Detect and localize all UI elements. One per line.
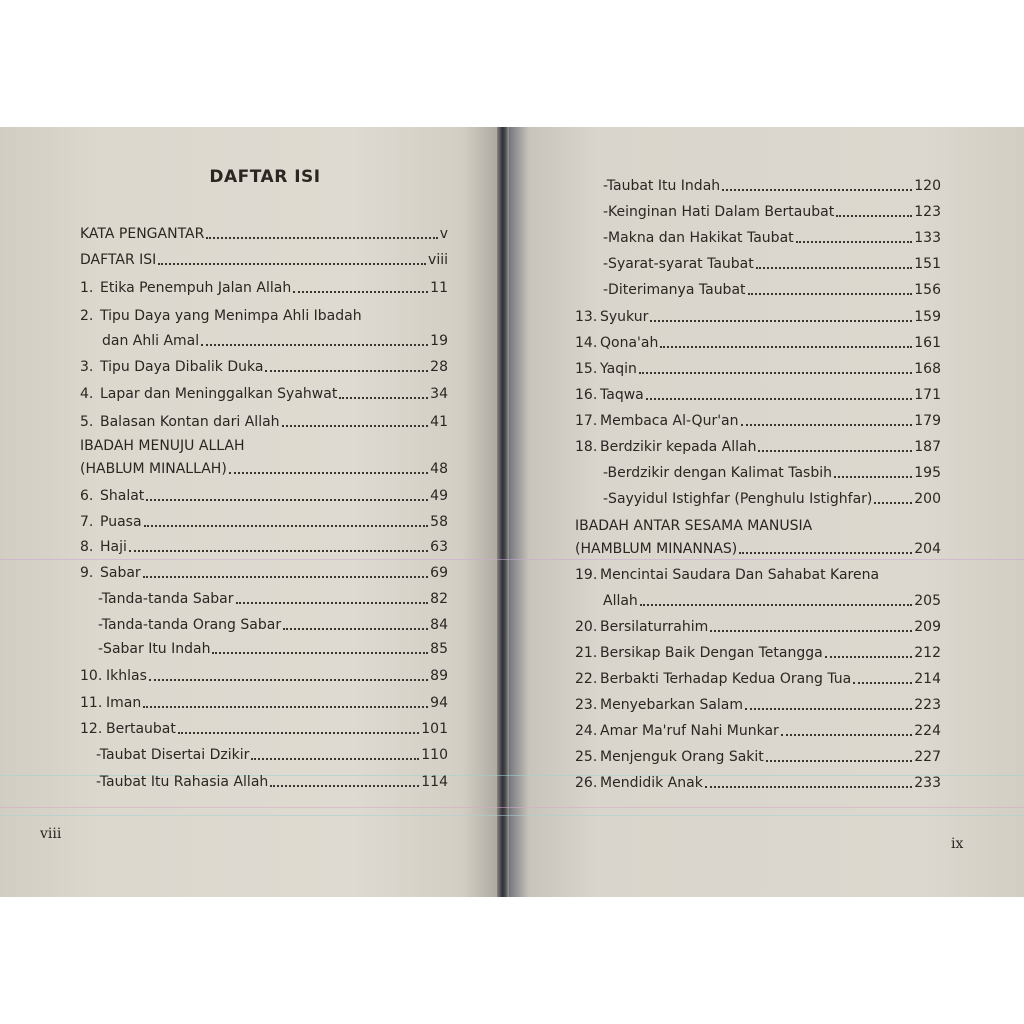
dot-leader xyxy=(158,249,426,265)
toc-entry-title: -Sabar Itu Indah xyxy=(98,641,211,657)
toc-entry xyxy=(575,741,941,765)
toc-entry-title: Bersikap Baik Dengan Tetangga xyxy=(600,645,823,661)
toc-entry-number: 25. xyxy=(575,749,598,765)
toc-entry-page: 82 xyxy=(430,591,448,607)
toc-entry-title: Allah xyxy=(603,593,638,609)
toc-entry-number: 26. xyxy=(575,775,598,791)
toc-entry-page: 212 xyxy=(914,645,941,661)
toc-entry-title: Sabar xyxy=(100,565,141,581)
dot-leader xyxy=(293,277,428,293)
dot-leader xyxy=(705,772,912,788)
toc-entry-title: Mencintai Saudara Dan Sahabat Karena xyxy=(600,567,880,583)
toc-entry-title: Iman xyxy=(106,695,142,711)
toc-entry xyxy=(80,351,448,375)
toc-entry-page: 227 xyxy=(914,749,941,765)
dot-leader xyxy=(143,692,428,708)
toc-entry-page: 204 xyxy=(914,541,941,557)
dot-leader xyxy=(251,744,419,760)
toc-entry-title: KATA PENGANTAR xyxy=(80,226,205,242)
dot-leader xyxy=(874,488,912,504)
toc-entry-title: Bertaubat xyxy=(106,721,176,737)
toc-entry xyxy=(575,715,941,739)
toc-entry-page: 63 xyxy=(430,539,448,555)
toc-entry xyxy=(80,583,448,607)
book-spine xyxy=(497,127,509,897)
dot-leader xyxy=(741,410,913,426)
dot-leader xyxy=(639,358,912,374)
toc-entry-title: Menjenguk Orang Sakit xyxy=(600,749,764,765)
toc-entry-number: 1. xyxy=(80,280,94,296)
toc-entry-page: 69 xyxy=(430,565,448,581)
toc-entry-title: Etika Penempuh Jalan Allah xyxy=(100,280,292,296)
dot-leader xyxy=(766,746,912,762)
toc-entry xyxy=(575,767,941,791)
toc-entry-page: 114 xyxy=(421,774,448,790)
scan-line xyxy=(0,807,1024,808)
toc-entry-page: viii xyxy=(428,252,448,268)
toc-entry-title: -Keinginan Hati Dalam Bertaubat xyxy=(603,204,835,220)
toc-entry-page: 85 xyxy=(430,641,448,657)
toc-entry-page: 187 xyxy=(914,439,941,455)
toc-entry xyxy=(80,660,448,684)
toc-entry-number: 3. xyxy=(80,359,94,375)
toc-entry-number: 12. xyxy=(80,721,103,737)
toc-entry-title: -Taubat Itu Rahasia Allah xyxy=(96,774,269,790)
toc-entry-title: Qona'ah xyxy=(600,335,659,351)
toc-entry-title: Tipu Daya yang Menimpa Ahli Ibadah xyxy=(100,308,362,324)
toc-entry-page: 159 xyxy=(914,309,941,325)
scan-line xyxy=(0,815,1024,816)
toc-entry-page: 58 xyxy=(430,514,448,530)
toc-entry-number: 15. xyxy=(575,361,598,377)
toc-entry-number: 16. xyxy=(575,387,598,403)
dot-leader xyxy=(660,332,912,348)
toc-entry xyxy=(80,739,448,763)
toc-entry xyxy=(80,272,448,296)
toc-entry-title: IBADAH MENUJU ALLAH xyxy=(80,438,245,454)
dot-leader xyxy=(834,462,912,478)
toc-entry-page: 110 xyxy=(421,747,448,763)
toc-entry-page: 48 xyxy=(430,461,448,477)
toc-entry-number: 11. xyxy=(80,695,103,711)
toc-entry-title: -Sayyidul Istighfar (Penghulu Istighfar) xyxy=(603,491,873,507)
toc-entry-number: 24. xyxy=(575,723,598,739)
toc-entry xyxy=(575,637,941,661)
toc-entry-number: 18. xyxy=(575,439,598,455)
toc-entry-page: 205 xyxy=(914,593,941,609)
dot-leader xyxy=(149,665,428,681)
toc-entry-title: -Makna dan Hakikat Taubat xyxy=(603,230,794,246)
dot-leader xyxy=(739,538,912,554)
dot-leader xyxy=(146,485,428,501)
dot-leader xyxy=(178,718,419,734)
toc-entry-number: 8. xyxy=(80,539,94,555)
toc-entry xyxy=(80,453,448,477)
toc-entry-title: -Taubat Disertai Dzikir xyxy=(96,747,250,763)
toc-entry-page: 123 xyxy=(914,204,941,220)
toc-entry xyxy=(575,248,941,272)
toc-entry-title: Bersilaturrahim xyxy=(600,619,709,635)
dot-leader xyxy=(781,720,912,736)
toc-entry-page: 209 xyxy=(914,619,941,635)
dot-leader xyxy=(853,668,912,684)
toc-entry-number: 10. xyxy=(80,668,103,684)
toc-entry-page: 223 xyxy=(914,697,941,713)
toc-entry-page: 179 xyxy=(914,413,941,429)
toc-entry xyxy=(575,559,941,583)
toc-entry-number: 19. xyxy=(575,567,598,583)
toc-entry xyxy=(80,609,448,633)
dot-leader xyxy=(710,616,912,632)
toc-entry-page: 168 xyxy=(914,361,941,377)
left-page-number: viii xyxy=(40,826,62,842)
toc-entry xyxy=(80,506,448,530)
toc-entry-title: IBADAH ANTAR SESAMA MANUSIA xyxy=(575,518,813,534)
toc-entry-title: -Tanda-tanda Sabar xyxy=(98,591,234,607)
dot-leader xyxy=(722,175,912,191)
toc-entry-number: 14. xyxy=(575,335,598,351)
toc-entry-number: 17. xyxy=(575,413,598,429)
toc-entry-title: Shalat xyxy=(100,488,145,504)
toc-entry xyxy=(80,300,448,324)
dot-leader xyxy=(748,279,913,295)
dot-leader xyxy=(206,223,437,239)
toc-entry-title: Taqwa xyxy=(600,387,644,403)
toc-entry-title: -Syarat-syarat Taubat xyxy=(603,256,754,272)
toc-entry-title: Amar Ma'ruf Nahi Munkar xyxy=(600,723,779,739)
toc-entry-page: 200 xyxy=(914,491,941,507)
toc-entry-page: 34 xyxy=(430,386,448,402)
toc-entry-page: 11 xyxy=(430,280,448,296)
toc-entry-title: Berdzikir kepada Allah xyxy=(600,439,757,455)
dot-leader xyxy=(129,536,428,552)
toc-entry-number: 20. xyxy=(575,619,598,635)
right-page-number: ix xyxy=(951,836,964,852)
toc-entry-page: 151 xyxy=(914,256,941,272)
toc-entry-page: 161 xyxy=(914,335,941,351)
toc-entry-title: -Tanda-tanda Orang Sabar xyxy=(98,617,282,633)
toc-entry xyxy=(80,480,448,504)
toc-entry-number: 21. xyxy=(575,645,598,661)
toc-entry xyxy=(575,431,941,455)
toc-entry-title: Syukur xyxy=(600,309,649,325)
toc-entry xyxy=(80,378,448,402)
dot-leader xyxy=(144,511,429,527)
toc-entry-title: Menyebarkan Salam xyxy=(600,697,744,713)
toc-entry-title: Yaqin xyxy=(600,361,637,377)
dot-leader xyxy=(836,201,912,217)
dot-leader xyxy=(265,356,428,372)
toc-entry xyxy=(80,557,448,581)
dot-leader xyxy=(236,588,429,604)
toc-entry-page: 19 xyxy=(430,333,448,349)
toc-entry-title: Haji xyxy=(100,539,127,555)
toc-entry-number: 5. xyxy=(80,414,94,430)
toc-entry-page: 89 xyxy=(430,668,448,684)
toc-entry-number: 4. xyxy=(80,386,94,402)
toc-entry xyxy=(575,585,941,609)
toc-entry-title: Mendidik Anak xyxy=(600,775,703,791)
toc-entry xyxy=(80,531,448,555)
toc-entry-number: 6. xyxy=(80,488,94,504)
dot-leader xyxy=(825,642,913,658)
toc-entry-page: 101 xyxy=(421,721,448,737)
toc-entry-title: Puasa xyxy=(100,514,142,530)
dot-leader xyxy=(339,383,428,399)
toc-entry-title: dan Ahli Amal xyxy=(102,333,200,349)
toc-entry-page: 233 xyxy=(914,775,941,791)
toc-entry xyxy=(575,405,941,429)
toc-entry-number: 22. xyxy=(575,671,598,687)
toc-entry xyxy=(575,483,941,507)
toc-entry-page: 156 xyxy=(914,282,941,298)
toc-entry-page: 214 xyxy=(914,671,941,687)
toc-entry-title: Lapar dan Meninggalkan Syahwat xyxy=(100,386,338,402)
toc-entry xyxy=(575,196,941,220)
toc-entry xyxy=(575,379,941,403)
toc-entry-page: 84 xyxy=(430,617,448,633)
toc-entry xyxy=(80,687,448,711)
toc-entry xyxy=(575,274,941,298)
dot-leader xyxy=(646,384,913,400)
dot-leader xyxy=(201,330,428,346)
toc-entry-title: -Taubat Itu Indah xyxy=(603,178,721,194)
dot-leader xyxy=(212,638,428,654)
toc-entry-page: 94 xyxy=(430,695,448,711)
dot-leader xyxy=(640,590,912,606)
toc-entry-number: 13. xyxy=(575,309,598,325)
toc-entry-title: Tipu Daya Dibalik Duka xyxy=(100,359,264,375)
dot-leader xyxy=(143,562,428,578)
toc-entry-page: v xyxy=(439,226,448,242)
dot-leader xyxy=(796,227,913,243)
toc-entry-page: 41 xyxy=(430,414,448,430)
toc-entry xyxy=(80,406,448,430)
toc-entry-page: 120 xyxy=(914,178,941,194)
dot-leader xyxy=(282,411,429,427)
toc-entry-page: 224 xyxy=(914,723,941,739)
toc-entry-title: Membaca Al-Qur'an xyxy=(600,413,739,429)
dot-leader xyxy=(650,306,912,322)
toc-entry xyxy=(575,663,941,687)
toc-entry-page: 133 xyxy=(914,230,941,246)
toc-entry xyxy=(575,533,941,557)
dot-leader xyxy=(758,436,912,452)
toc-title: DAFTAR ISI xyxy=(209,167,321,187)
toc-entry xyxy=(575,457,941,481)
dot-leader xyxy=(229,458,428,474)
toc-entry-title: (HAMBLUM MINANNAS) xyxy=(575,541,738,557)
toc-entry-title: -Diterimanya Taubat xyxy=(603,282,746,298)
toc-entry-title: DAFTAR ISI xyxy=(80,252,157,268)
toc-entry-number: 2. xyxy=(80,308,94,324)
toc-entry-page: 28 xyxy=(430,359,448,375)
toc-entry-title: Balasan Kontan dari Allah xyxy=(100,414,280,430)
dot-leader xyxy=(756,253,913,269)
toc-entry-title: -Berdzikir dengan Kalimat Tasbih xyxy=(603,465,832,481)
toc-entry-number: 7. xyxy=(80,514,94,530)
toc-entry-page: 49 xyxy=(430,488,448,504)
toc-entry xyxy=(80,713,448,737)
toc-entry xyxy=(80,766,448,790)
toc-entry xyxy=(575,353,941,377)
toc-entry xyxy=(575,222,941,246)
toc-entry xyxy=(80,244,448,268)
dot-leader xyxy=(270,771,419,787)
toc-entry xyxy=(575,689,941,713)
toc-entry xyxy=(575,510,941,534)
toc-entry xyxy=(80,430,448,454)
toc-entry-title: Ikhlas xyxy=(106,668,147,684)
toc-entry xyxy=(575,327,941,351)
toc-entry xyxy=(80,633,448,657)
toc-entry xyxy=(575,301,941,325)
toc-entry xyxy=(80,218,448,242)
toc-entry-title: Berbakti Terhadap Kedua Orang Tua xyxy=(600,671,852,687)
toc-entry xyxy=(80,325,448,349)
dot-leader xyxy=(283,614,428,630)
toc-entry-number: 9. xyxy=(80,565,94,581)
toc-entry-title: (HABLUM MINALLAH) xyxy=(80,461,227,477)
toc-entry xyxy=(575,611,941,635)
toc-entry-page: 171 xyxy=(914,387,941,403)
toc-entry-number: 23. xyxy=(575,697,598,713)
toc-entry-page: 195 xyxy=(914,465,941,481)
dot-leader xyxy=(745,694,912,710)
toc-entry xyxy=(575,170,941,194)
